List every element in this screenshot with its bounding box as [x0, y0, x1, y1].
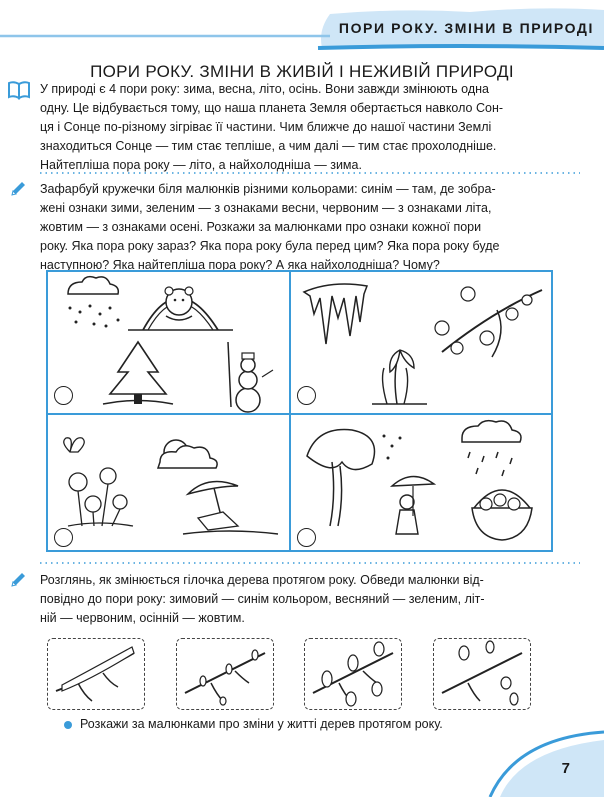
apple-basket-icon	[472, 490, 532, 540]
task1-line: жені ознаки зими, зеленим — з ознаками весни, червоним — з ознаками літа,	[40, 201, 492, 215]
intro-line: У природі є 4 пори року: зима, весна, літо, осінь. Вони завжди змінюють одна	[40, 82, 489, 96]
summer-branch-box[interactable]	[304, 638, 402, 710]
intro-line: одну. Це відбувається тому, що наша планета Земля обертається навколо Сон-	[40, 101, 504, 115]
windy-tree-icon	[307, 430, 402, 526]
snowy-branch-icon	[48, 639, 144, 709]
pencil-icon	[9, 180, 27, 198]
winter-branch-box[interactable]	[47, 638, 145, 710]
leafy-branch-icon	[305, 639, 401, 709]
spring-cell	[292, 272, 551, 414]
spring-branch-box[interactable]	[176, 638, 274, 710]
task1-line: року. Яка пора року зараз? Яка пора року була перед цим? Яка пора року буде	[40, 239, 500, 253]
icicles-icon	[304, 284, 367, 344]
autumn-branch-box[interactable]	[433, 638, 531, 710]
butterfly-icon	[64, 438, 85, 452]
beach-umbrella-icon	[183, 482, 278, 535]
winter-cell	[48, 272, 290, 414]
task1-line: Зафарбуй кружечки біля малюнків різними кольорами: синім — там, де зобра-	[40, 182, 496, 196]
section-title: ПОРИ РОКУ. ЗМІНИ В ПРИРОДІ	[338, 20, 594, 36]
seasons-grid	[46, 270, 553, 552]
dotted-divider	[40, 562, 580, 564]
snowman-icon	[228, 342, 273, 412]
budding-branch-icon	[177, 639, 273, 709]
blossom-branch-icon	[435, 287, 542, 357]
bullet-dot	[64, 721, 72, 729]
page-corner-decoration	[480, 730, 604, 797]
pencil-icon	[9, 571, 27, 589]
intro-line: Найтепліша пора року — літо, а найхолодніша — зима.	[40, 158, 362, 172]
rain-cloud-icon	[462, 421, 521, 476]
task1-line: жовтим — з ознаками осені. Розкажи за малюнками про ознаки кожної пори	[40, 220, 482, 234]
task1-line: наступною? Яка найтепліша пора року? А яка найхолодніша? Чому?	[40, 258, 440, 272]
snowdrop-icon	[372, 350, 427, 404]
task2-line: Розглянь, як змінюється гілочка дерева протягом року. Обведи малюнки від-	[40, 573, 484, 587]
task1-paragraph	[40, 180, 568, 275]
page-title: ПОРИ РОКУ. ЗМІНИ В ЖИВІЙ І НЕЖИВІЙ ПРИРОДІ	[90, 62, 514, 81]
task2-line: ній — червоним, осінній — жовтим.	[40, 611, 245, 625]
intro-line: знаходиться Сонце — тим стає тепліше, а чим далі — тим стає прохолодніше.	[40, 139, 497, 153]
flowers-icon	[68, 468, 133, 526]
snowy-fir-tree-icon	[103, 342, 173, 404]
child-umbrella-icon	[392, 476, 434, 534]
bear-den-icon	[128, 287, 233, 330]
spring-color-circle[interactable]	[297, 386, 316, 405]
sun-cloud-icon	[158, 440, 217, 468]
summer-cell	[48, 416, 290, 550]
book-icon	[7, 80, 31, 100]
task2-paragraph	[40, 571, 568, 628]
winter-color-circle[interactable]	[54, 386, 73, 405]
summer-color-circle[interactable]	[54, 528, 73, 547]
autumn-color-circle[interactable]	[297, 528, 316, 547]
autumn-cell	[292, 416, 551, 550]
intro-line: ця і Сонце по-різному зігріває її частини. Чим ближче до нашої частини Землі	[40, 120, 492, 134]
dotted-divider	[40, 172, 580, 174]
bullet-text: Розкажи за малюнками про зміни у житті дерев протягом року.	[80, 717, 443, 731]
page-number: 7	[561, 760, 570, 777]
task2-line: повідно до пори року: зимовий — синім кольором, весняний — зеленим, літ-	[40, 592, 485, 606]
snow-cloud-icon	[68, 277, 120, 328]
falling-leaves-branch-icon	[434, 639, 530, 709]
intro-paragraph	[40, 80, 568, 175]
